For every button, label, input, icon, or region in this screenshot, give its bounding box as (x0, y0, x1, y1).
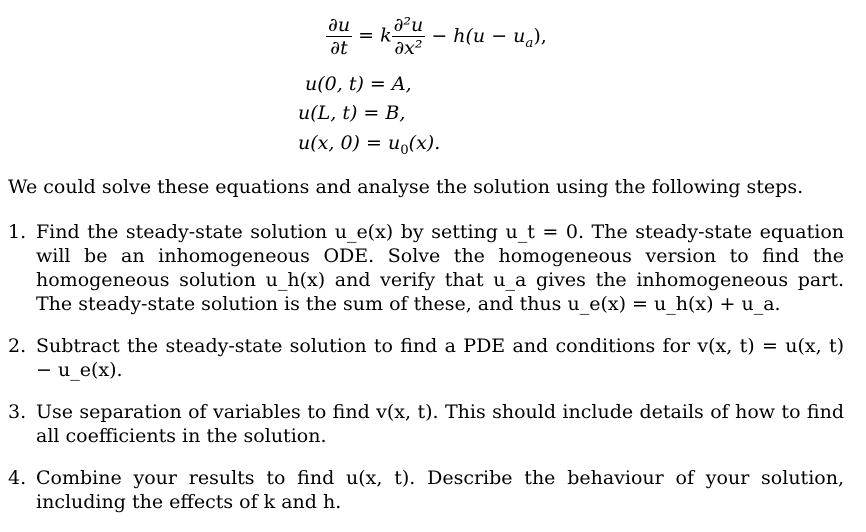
step-number: 1. (8, 221, 27, 243)
k-coefficient: k (380, 24, 392, 47)
steps-list (8, 220, 844, 532)
step-text: Subtract the steady-state solution to find a PDE and conditions for v(x, t) = u(x, t) − u_e(x). (36, 335, 844, 381)
step-text: Find the steady-state solution u_e(x) by setting u_t = 0. The steady-state equation will be an inhomogeneous ODE. Solve the homogeneous version to find the homogeneous solution u_h(x) and verify that u_a gives the inhomogeneous part. The steady-state solution is the sum of these, and thus u_e(x) = u_h(x) + u_a. (36, 221, 844, 315)
dx2-denominator: ∂x² (394, 37, 423, 59)
step-number: 4. (8, 467, 27, 489)
step-text: Use separation of variables to find v(x, t). This should include details of how to find all coefficients in the solution. (36, 401, 844, 447)
pde-equation (326, 14, 547, 59)
boundary-condition-left: u(0, t) = A, (305, 73, 412, 95)
list-item (8, 334, 844, 382)
dt-denominator: ∂t (330, 37, 348, 59)
list-item (8, 466, 844, 514)
equals-sign: = (358, 24, 375, 47)
d2u-dx2-fraction (392, 14, 426, 59)
intro-paragraph: We could solve these equations and analyse the solution using the following steps. (8, 176, 804, 198)
list-item (8, 220, 844, 316)
step-number: 3. (8, 401, 27, 423)
du-numerator: ∂u (328, 14, 351, 36)
boundary-condition-right: u(L, t) = B, (298, 102, 406, 124)
list-item (8, 400, 844, 448)
step-number: 2. (8, 335, 27, 357)
d2u-numerator: ∂²u (393, 14, 424, 36)
pde-tail: − $h(u - u_a)$, (431, 24, 547, 51)
initial-condition: u(x, $0) = u_0(x)$. (298, 132, 441, 158)
step-text: Combine your results to find u(x, t). Describe the behaviour of your solution, including the effects of k and h. (36, 467, 844, 513)
du-dt-fraction (326, 14, 352, 59)
